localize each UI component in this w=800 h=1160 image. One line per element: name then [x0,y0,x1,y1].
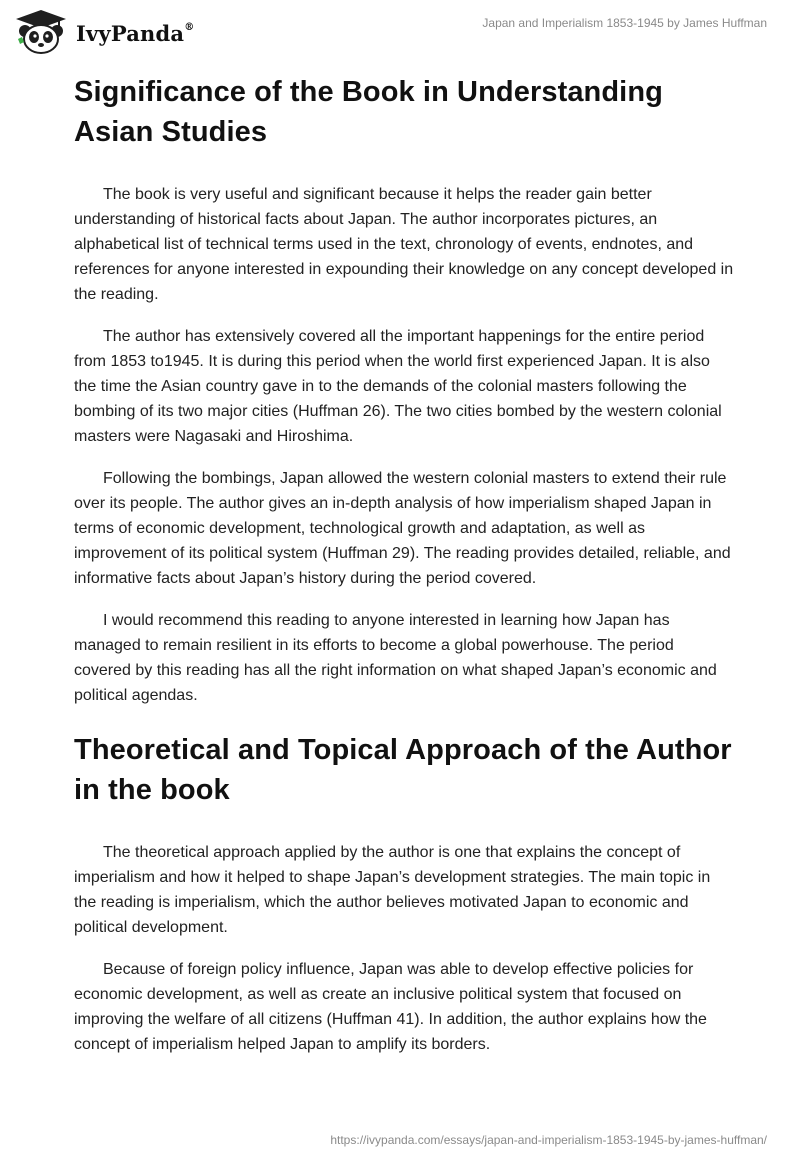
essay-content [74,72,734,1074]
paragraph: The author has extensively covered all the important happenings for the entire period from 1853 to1945. It is during this period when the world first experienced Japan. It is also the time the Asian country gave in to the demands of the colonial masters following the bombing of its two major cities (Huffman 26). The two cities bombed by the western colonial masters were Nagasaki and Hiroshima. [74,328,722,445]
paragraph: Following the bombings, Japan allowed the western colonial masters to extend their rule over its people. The author gives an in-depth analysis of how imperialism shaped Japan in terms of economic development, technological growth and adaptation, as well as improvement of its political system (Huffman 29). The reading provides detailed, reliable, and informative facts about Japan’s history during the period covered. [74,470,731,587]
section-theoretical-approach [74,730,734,1057]
brand-name: IvyPanda® [76,20,195,46]
ivypanda-logo[interactable] [14,8,194,54]
source-url[interactable]: https://ivypanda.com/essays/japan-and-imperialism-1853-1945-by-james-huffman/ [330,1133,767,1147]
document-title: Japan and Imperialism 1853-1945 by James Huffman [482,16,767,30]
section-significance [74,72,734,708]
paragraph: I would recommend this reading to anyone interested in learning how Japan has managed to remain resilient in its efforts to become a global powerhouse. The period covered by this reading has all the right information on what shaped Japan’s economic and political agendas. [74,612,717,704]
panda-graduate-icon [14,8,68,54]
page-header [0,0,800,60]
section-heading: Significance of the Book in Understanding Asian Studies [74,76,663,148]
section-heading: Theoretical and Topical Approach of the Author in the book [74,734,732,806]
paragraph: The theoretical approach applied by the author is one that explains the concept of imperialism and how it helped to shape Japan’s development strategies. The main topic in the reading is imperialism, which the author believes motivated Japan to economic and political development. [74,844,711,936]
paragraph: Because of foreign policy influence, Japan was able to develop effective policies for economic development, as well as create an inclusive political system that focused on improving the welfare of all citizens (Huffman 41). In addition, the author explains how the concept of imperialism helped Japan to amplify its borders. [74,961,707,1053]
paragraph: The book is very useful and significant because it helps the reader gain better understanding of historical facts about Japan. The author incorporates pictures, an alphabetical list of technical terms used in the text, chronology of events, endnotes, and references for anyone interested in expounding their knowledge on any concept developed in the reading. [74,186,734,303]
